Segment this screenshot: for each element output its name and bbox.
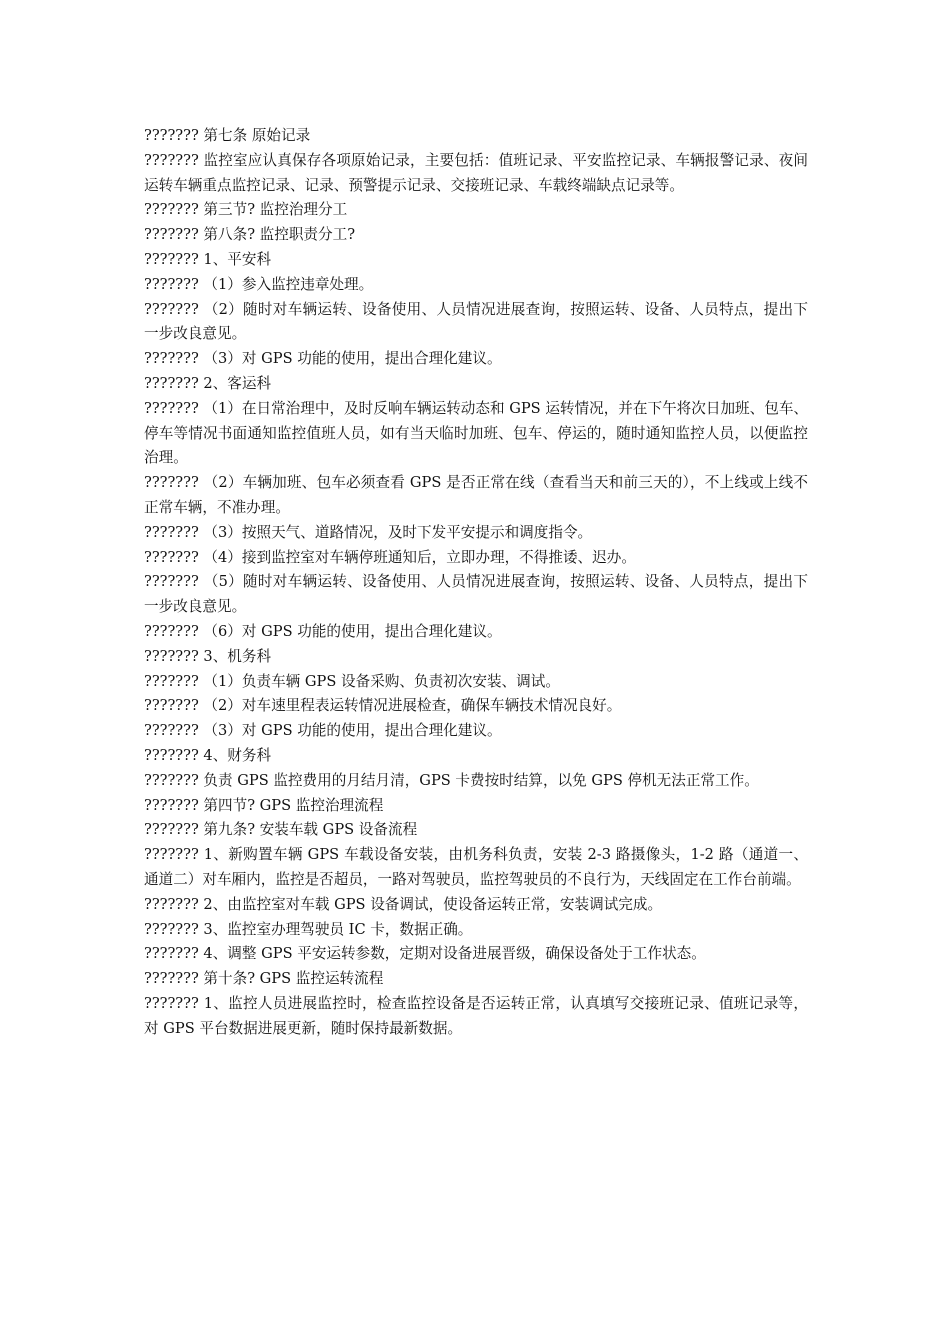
- subheading-finance-dept: ??????? 4、财务科: [144, 746, 272, 764]
- heading-article-8: ??????? 第八条? 监控职责分工?: [144, 226, 356, 244]
- list-item: ??????? （4）接到监控室对车辆停班通知后，立即办理，不得推诿、迟办。: [144, 548, 636, 566]
- list-item: ??????? 2、由监控室对车载 GPS 设备调试，使设备运转正常，安装调试完成。: [144, 895, 663, 913]
- list-item: ??????? （2）对车速里程表运转情况进展检查，确保车辆技术情况良好。: [144, 697, 622, 715]
- heading-section-3: ??????? 第三节? 监控治理分工: [144, 201, 348, 219]
- heading-section-4: ??????? 第四节? GPS 监控治理流程: [144, 796, 384, 814]
- list-item: ??????? （1）参入监控违章处理。: [144, 275, 374, 293]
- heading-article-9: ??????? 第九条? 安装车载 GPS 设备流程: [144, 821, 418, 839]
- list-item: ??????? 1、新购置车辆 GPS 车载设备安装，由机务科负责，安装 2-3 路摄像头，1-2 路（通道一、通道二）对车厢内，监控是否超员，一路对驾驶员，监控驾驶员的不良行为，天线固定在工作台前端。: [144, 846, 808, 888]
- list-item: ??????? （3）按照天气、道路情况，及时下发平安提示和调度指令。: [144, 523, 593, 541]
- list-item: ??????? 3、监控室办理驾驶员 IC 卡，数据正确。: [144, 920, 473, 938]
- list-item: ??????? （2）车辆加班、包车必须查看 GPS 是否正常在线（查看当天和前三天的），不上线或上线不正常车辆，不准办理。: [144, 474, 808, 516]
- list-item: ??????? （5）随时对车辆运转、设备使用、人员情况进展查询，按照运转、设备、人员特点，提出下一步改良意见。: [144, 573, 808, 616]
- list-item: ??????? 1、监控人员进展监控时，检查监控设备是否运转正常，认真填写交接班记录、值班记录等，对 GPS 平台数据进展更新，随时保持最新数据。: [144, 994, 808, 1037]
- heading-article-10: ??????? 第十条? GPS 监控运转流程: [144, 970, 384, 988]
- list-item: ??????? 4、调整 GPS 平安运转参数，定期对设备进展晋级，确保设备处于工作状态。: [144, 945, 706, 963]
- list-item: ??????? （3）对 GPS 功能的使用，提出合理化建议。: [144, 722, 502, 740]
- list-item: ??????? （3）对 GPS 功能的使用，提出合理化建议。: [144, 350, 502, 368]
- list-item: ??????? 负责 GPS 监控费用的月结月清，GPS 卡费按时结算，以免 GPS 停机无法正常工作。: [144, 771, 759, 789]
- list-item: ??????? （6）对 GPS 功能的使用，提出合理化建议。: [144, 622, 502, 640]
- paragraph-original-records: ??????? 监控室应认真保存各项原始记录，主要包括：值班记录、平安监控记录、车辆报警记录、夜间运转车辆重点监控记录、记录、预警提示记录、交接班记录、车载终端缺点记录等。: [144, 151, 808, 194]
- subheading-maintenance-dept: ??????? 3、机务科: [144, 647, 272, 665]
- subheading-passenger-dept: ??????? 2、客运科: [144, 374, 272, 392]
- subheading-safety-dept: ??????? 1、平安科: [144, 250, 272, 268]
- list-item: ??????? （1）负责车辆 GPS 设备采购、负责初次安装、调试。: [144, 672, 560, 690]
- list-item: ??????? （2）随时对车辆运转、设备使用、人员情况进展查询，按照运转、设备、人员特点，提出下一步改良意见。: [144, 300, 808, 343]
- document-body: [144, 124, 808, 1041]
- heading-article-7: ??????? 第七条 原始记录: [144, 127, 311, 144]
- list-item: ??????? （1）在日常治理中，及时反响车辆运转动态和 GPS 运转情况，并在下午将次日加班、包车、停车等情况书面通知监控值班人员，如有当天临时加班、包车、停运的，随时通知监控人员，以便监控治理。: [144, 399, 809, 467]
